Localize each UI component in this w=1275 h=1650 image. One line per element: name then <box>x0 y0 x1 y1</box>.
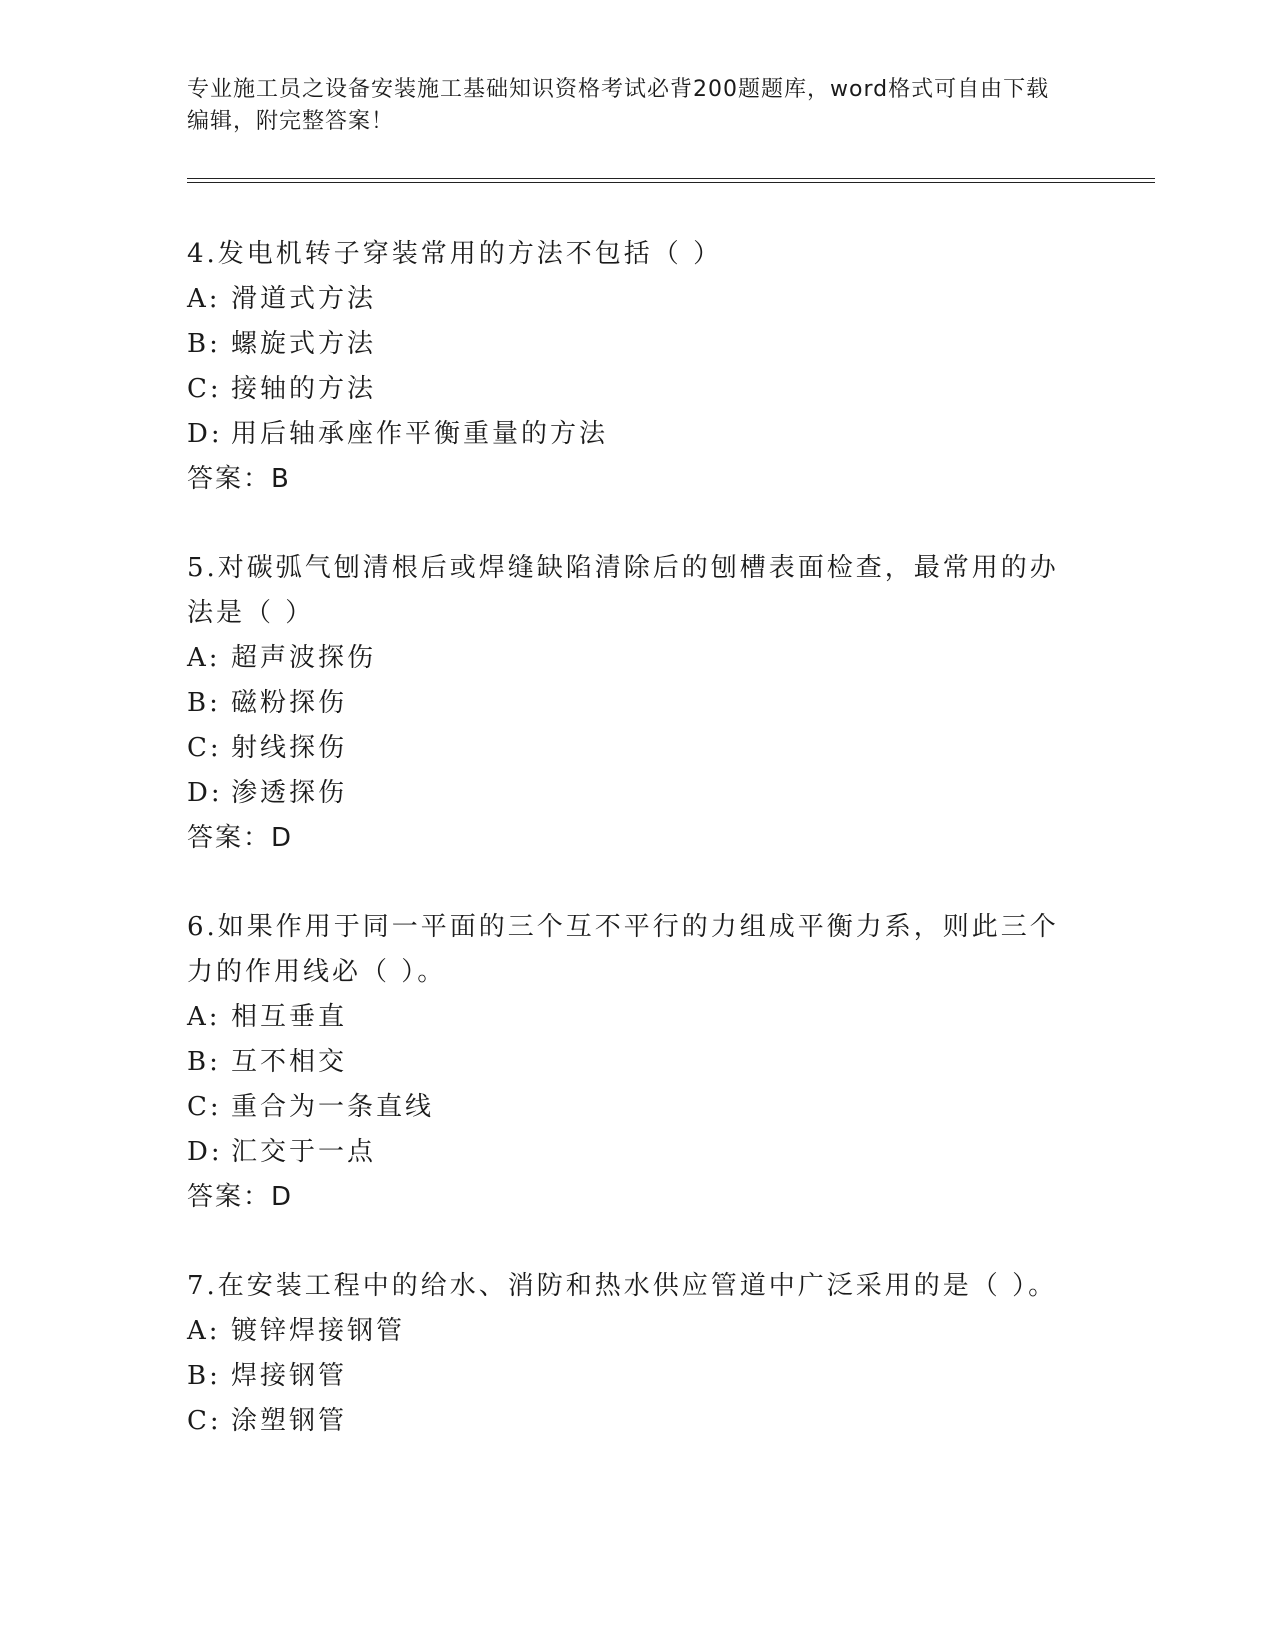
option-b <box>187 1040 1067 1085</box>
option-letter: B: <box>187 329 221 359</box>
option-letter: C: <box>187 1406 222 1436</box>
option-c <box>187 1085 1067 1130</box>
option-letter: B: <box>187 1361 221 1391</box>
option-letter: B: <box>187 1047 221 1077</box>
option-text: 焊接钢管 <box>231 1361 348 1391</box>
answer-line: 答案：D <box>187 1182 294 1212</box>
question-5 <box>187 546 1067 861</box>
option-text: 汇交于一点 <box>231 1137 377 1167</box>
option-text: 互不相交 <box>231 1047 348 1077</box>
option-text: 接轴的方法 <box>231 374 377 404</box>
option-letter: A: <box>187 1316 221 1346</box>
answer-line: 答案：B <box>187 464 291 494</box>
question-list <box>187 232 1067 1488</box>
option-c <box>187 1399 1067 1444</box>
option-letter: A: <box>187 1002 221 1032</box>
option-a <box>187 277 1067 322</box>
option-letter: D: <box>187 1137 223 1167</box>
option-b <box>187 681 1067 726</box>
header-divider-top <box>187 178 1155 179</box>
option-text: 磁粉探伤 <box>231 688 348 718</box>
question-7 <box>187 1264 1067 1444</box>
option-letter: D: <box>187 778 223 808</box>
document-header <box>187 74 1067 138</box>
option-letter: C: <box>187 1092 222 1122</box>
header-text: 专业施工员之设备安装施工基础知识资格考试必背200题题库，word格式可自由下载编辑，附完整答案！ <box>187 77 1050 134</box>
option-d <box>187 412 1067 457</box>
option-letter: A: <box>187 284 221 314</box>
option-letter: D: <box>187 419 223 449</box>
option-text: 涂塑钢管 <box>231 1406 348 1436</box>
option-text: 相互垂直 <box>231 1002 348 1032</box>
question-4 <box>187 232 1067 502</box>
option-c <box>187 726 1067 771</box>
option-text: 螺旋式方法 <box>231 329 377 359</box>
question-stem: 5.对碳弧气刨清根后或焊缝缺陷清除后的刨槽表面检查，最常用的办法是（ ） <box>187 553 1059 628</box>
option-text: 超声波探伤 <box>231 643 377 673</box>
question-stem: 7.在安装工程中的给水、消防和热水供应管道中广泛采用的是（ ）。 <box>187 1271 1058 1301</box>
option-a <box>187 995 1067 1040</box>
option-text: 渗透探伤 <box>231 778 348 808</box>
question-6 <box>187 905 1067 1220</box>
option-text: 用后轴承座作平衡重量的方法 <box>231 419 609 449</box>
question-stem: 6.如果作用于同一平面的三个互不平行的力组成平衡力系，则此三个力的作用线必（ ）。 <box>187 912 1059 987</box>
option-text: 射线探伤 <box>231 733 348 763</box>
option-text: 重合为一条直线 <box>231 1092 435 1122</box>
option-d <box>187 771 1067 816</box>
option-d <box>187 1130 1067 1175</box>
option-a <box>187 1309 1067 1354</box>
option-letter: A: <box>187 643 221 673</box>
option-letter: C: <box>187 374 222 404</box>
option-letter: B: <box>187 688 221 718</box>
option-b <box>187 1354 1067 1399</box>
option-text: 镀锌焊接钢管 <box>231 1316 406 1346</box>
option-a <box>187 636 1067 681</box>
header-divider-bottom <box>187 182 1155 183</box>
option-text: 滑道式方法 <box>231 284 377 314</box>
question-stem: 4.发电机转子穿装常用的方法不包括（ ） <box>187 239 723 269</box>
option-c <box>187 367 1067 412</box>
option-letter: C: <box>187 733 222 763</box>
option-b <box>187 322 1067 367</box>
answer-line: 答案：D <box>187 823 294 853</box>
